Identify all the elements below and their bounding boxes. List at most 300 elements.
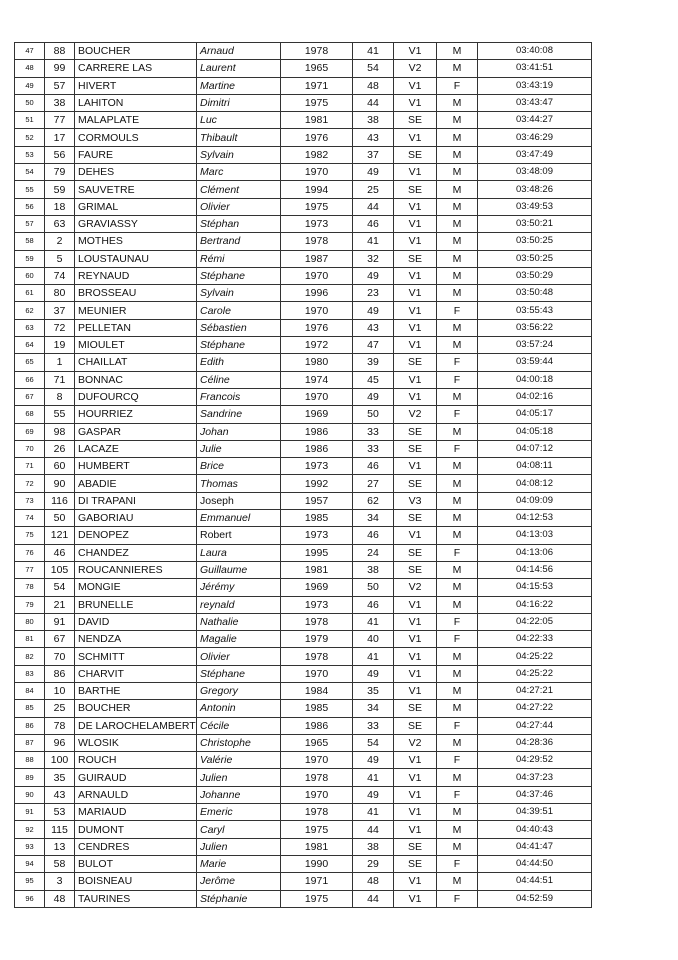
last-name-cell: DUFOURCQ <box>75 388 197 405</box>
birth-year-cell: 1995 <box>281 544 353 561</box>
bib-cell: 25 <box>45 700 75 717</box>
bib-cell: 43 <box>45 786 75 803</box>
time-cell: 04:22:33 <box>478 631 592 648</box>
rank-cell: 95 <box>15 873 45 890</box>
bib-cell: 56 <box>45 146 75 163</box>
time-cell: 03:50:48 <box>478 285 592 302</box>
first-name-cell: Martine <box>197 77 281 94</box>
age-cell: 34 <box>353 700 394 717</box>
rank-cell: 91 <box>15 804 45 821</box>
table-row <box>15 613 592 630</box>
sex-cell: M <box>437 198 478 215</box>
category-cell: SE <box>394 440 437 457</box>
first-name-cell: Johan <box>197 423 281 440</box>
sex-cell: F <box>437 613 478 630</box>
bib-cell: 57 <box>45 77 75 94</box>
rank-cell: 89 <box>15 769 45 786</box>
category-cell: SE <box>394 250 437 267</box>
age-cell: 33 <box>353 440 394 457</box>
rank-cell: 84 <box>15 682 45 699</box>
sex-cell: M <box>437 821 478 838</box>
sex-cell: M <box>437 285 478 302</box>
table-row <box>15 215 592 232</box>
time-cell: 03:57:24 <box>478 337 592 354</box>
last-name-cell: ROUCH <box>75 752 197 769</box>
birth-year-cell: 1972 <box>281 337 353 354</box>
time-cell: 03:46:29 <box>478 129 592 146</box>
birth-year-cell: 1981 <box>281 561 353 578</box>
bib-cell: 80 <box>45 285 75 302</box>
first-name-cell: Arnaud <box>197 43 281 60</box>
sex-cell: M <box>437 94 478 111</box>
rank-cell: 75 <box>15 527 45 544</box>
first-name-cell: Bertrand <box>197 233 281 250</box>
table-row <box>15 682 592 699</box>
bib-cell: 60 <box>45 458 75 475</box>
time-cell: 03:50:29 <box>478 267 592 284</box>
bib-cell: 19 <box>45 337 75 354</box>
category-cell: V1 <box>394 198 437 215</box>
rank-cell: 72 <box>15 475 45 492</box>
time-cell: 04:27:22 <box>478 700 592 717</box>
last-name-cell: MALAPLATE <box>75 112 197 129</box>
category-cell: V1 <box>394 267 437 284</box>
category-cell: V1 <box>394 769 437 786</box>
birth-year-cell: 1980 <box>281 354 353 371</box>
birth-year-cell: 1975 <box>281 890 353 907</box>
time-cell: 03:48:26 <box>478 181 592 198</box>
rank-cell: 80 <box>15 613 45 630</box>
age-cell: 41 <box>353 43 394 60</box>
age-cell: 54 <box>353 60 394 77</box>
last-name-cell: NENDZA <box>75 631 197 648</box>
age-cell: 27 <box>353 475 394 492</box>
table-row <box>15 838 592 855</box>
age-cell: 38 <box>353 561 394 578</box>
sex-cell: M <box>437 769 478 786</box>
category-cell: V1 <box>394 821 437 838</box>
last-name-cell: BRUNELLE <box>75 596 197 613</box>
table-row <box>15 94 592 111</box>
time-cell: 04:00:18 <box>478 371 592 388</box>
sex-cell: M <box>437 60 478 77</box>
bib-cell: 67 <box>45 631 75 648</box>
rank-cell: 58 <box>15 233 45 250</box>
birth-year-cell: 1986 <box>281 423 353 440</box>
rank-cell: 47 <box>15 43 45 60</box>
time-cell: 04:52:59 <box>478 890 592 907</box>
sex-cell: M <box>437 267 478 284</box>
time-cell: 04:44:51 <box>478 873 592 890</box>
results-body <box>15 43 592 908</box>
bib-cell: 74 <box>45 267 75 284</box>
category-cell: V1 <box>394 648 437 665</box>
bib-cell: 121 <box>45 527 75 544</box>
table-row <box>15 337 592 354</box>
bib-cell: 59 <box>45 181 75 198</box>
last-name-cell: BOUCHER <box>75 43 197 60</box>
bib-cell: 58 <box>45 855 75 872</box>
age-cell: 41 <box>353 769 394 786</box>
category-cell: SE <box>394 354 437 371</box>
birth-year-cell: 1970 <box>281 752 353 769</box>
first-name-cell: Jérémy <box>197 579 281 596</box>
time-cell: 04:41:47 <box>478 838 592 855</box>
age-cell: 23 <box>353 285 394 302</box>
category-cell: SE <box>394 544 437 561</box>
sex-cell: M <box>437 319 478 336</box>
time-cell: 03:50:25 <box>478 250 592 267</box>
birth-year-cell: 1973 <box>281 527 353 544</box>
first-name-cell: Stéphanie <box>197 890 281 907</box>
table-row <box>15 164 592 181</box>
table-row <box>15 458 592 475</box>
time-cell: 04:13:06 <box>478 544 592 561</box>
bib-cell: 37 <box>45 302 75 319</box>
last-name-cell: CHARVIT <box>75 665 197 682</box>
sex-cell: M <box>437 804 478 821</box>
table-row <box>15 267 592 284</box>
birth-year-cell: 1978 <box>281 613 353 630</box>
time-cell: 04:44:50 <box>478 855 592 872</box>
time-cell: 04:25:22 <box>478 648 592 665</box>
last-name-cell: BOUCHER <box>75 700 197 717</box>
time-cell: 04:15:53 <box>478 579 592 596</box>
first-name-cell: Sylvain <box>197 146 281 163</box>
first-name-cell: Francois <box>197 388 281 405</box>
last-name-cell: GRIMAL <box>75 198 197 215</box>
first-name-cell: Carole <box>197 302 281 319</box>
first-name-cell: Thomas <box>197 475 281 492</box>
birth-year-cell: 1973 <box>281 215 353 232</box>
sex-cell: M <box>437 648 478 665</box>
last-name-cell: GASPAR <box>75 423 197 440</box>
time-cell: 04:25:22 <box>478 665 592 682</box>
rank-cell: 90 <box>15 786 45 803</box>
sex-cell: M <box>437 682 478 699</box>
birth-year-cell: 1970 <box>281 388 353 405</box>
time-cell: 03:43:47 <box>478 94 592 111</box>
bib-cell: 98 <box>45 423 75 440</box>
first-name-cell: Sylvain <box>197 285 281 302</box>
first-name-cell: Sébastien <box>197 319 281 336</box>
rank-cell: 78 <box>15 579 45 596</box>
sex-cell: M <box>437 215 478 232</box>
time-cell: 04:12:53 <box>478 510 592 527</box>
bib-cell: 100 <box>45 752 75 769</box>
sex-cell: F <box>437 440 478 457</box>
birth-year-cell: 1970 <box>281 665 353 682</box>
last-name-cell: LACAZE <box>75 440 197 457</box>
sex-cell: M <box>437 423 478 440</box>
sex-cell: F <box>437 77 478 94</box>
category-cell: SE <box>394 112 437 129</box>
birth-year-cell: 1971 <box>281 873 353 890</box>
age-cell: 49 <box>353 665 394 682</box>
category-cell: SE <box>394 181 437 198</box>
table-row <box>15 648 592 665</box>
first-name-cell: Olivier <box>197 648 281 665</box>
table-row <box>15 60 592 77</box>
time-cell: 03:44:27 <box>478 112 592 129</box>
age-cell: 41 <box>353 648 394 665</box>
table-row <box>15 388 592 405</box>
time-cell: 04:07:12 <box>478 440 592 457</box>
age-cell: 50 <box>353 579 394 596</box>
age-cell: 49 <box>353 388 394 405</box>
time-cell: 04:16:22 <box>478 596 592 613</box>
bib-cell: 53 <box>45 804 75 821</box>
category-cell: V1 <box>394 665 437 682</box>
rank-cell: 87 <box>15 734 45 751</box>
first-name-cell: Stéphane <box>197 665 281 682</box>
category-cell: V1 <box>394 233 437 250</box>
age-cell: 34 <box>353 510 394 527</box>
time-cell: 04:05:18 <box>478 423 592 440</box>
age-cell: 48 <box>353 77 394 94</box>
sex-cell: M <box>437 873 478 890</box>
sex-cell: F <box>437 786 478 803</box>
sex-cell: F <box>437 717 478 734</box>
age-cell: 33 <box>353 717 394 734</box>
first-name-cell: Nathalie <box>197 613 281 630</box>
last-name-cell: LAHITON <box>75 94 197 111</box>
age-cell: 45 <box>353 371 394 388</box>
age-cell: 44 <box>353 198 394 215</box>
table-row <box>15 112 592 129</box>
last-name-cell: BROSSEAU <box>75 285 197 302</box>
rank-cell: 48 <box>15 60 45 77</box>
time-cell: 03:41:51 <box>478 60 592 77</box>
rank-cell: 86 <box>15 717 45 734</box>
sex-cell: M <box>437 146 478 163</box>
table-row <box>15 579 592 596</box>
birth-year-cell: 1976 <box>281 129 353 146</box>
first-name-cell: Luc <box>197 112 281 129</box>
bib-cell: 63 <box>45 215 75 232</box>
last-name-cell: HUMBERT <box>75 458 197 475</box>
table-row <box>15 406 592 423</box>
sex-cell: M <box>437 838 478 855</box>
age-cell: 24 <box>353 544 394 561</box>
category-cell: V1 <box>394 337 437 354</box>
time-cell: 04:37:23 <box>478 769 592 786</box>
rank-cell: 96 <box>15 890 45 907</box>
bib-cell: 18 <box>45 198 75 215</box>
table-row <box>15 43 592 60</box>
age-cell: 38 <box>353 112 394 129</box>
category-cell: V1 <box>394 94 437 111</box>
rank-cell: 68 <box>15 406 45 423</box>
table-row <box>15 181 592 198</box>
sex-cell: F <box>437 855 478 872</box>
bib-cell: 96 <box>45 734 75 751</box>
rank-cell: 77 <box>15 561 45 578</box>
table-row <box>15 786 592 803</box>
category-cell: V2 <box>394 406 437 423</box>
bib-cell: 48 <box>45 890 75 907</box>
last-name-cell: ARNAULD <box>75 786 197 803</box>
bib-cell: 13 <box>45 838 75 855</box>
table-row <box>15 561 592 578</box>
last-name-cell: DI TRAPANI <box>75 492 197 509</box>
category-cell: V1 <box>394 631 437 648</box>
birth-year-cell: 1970 <box>281 786 353 803</box>
table-row <box>15 804 592 821</box>
rank-cell: 54 <box>15 164 45 181</box>
bib-cell: 10 <box>45 682 75 699</box>
table-row <box>15 855 592 872</box>
last-name-cell: GRAVIASSY <box>75 215 197 232</box>
category-cell: V1 <box>394 319 437 336</box>
first-name-cell: Laurent <box>197 60 281 77</box>
results-table <box>14 42 592 908</box>
age-cell: 49 <box>353 302 394 319</box>
birth-year-cell: 1978 <box>281 804 353 821</box>
age-cell: 47 <box>353 337 394 354</box>
category-cell: V1 <box>394 613 437 630</box>
table-row <box>15 423 592 440</box>
sex-cell: M <box>437 700 478 717</box>
last-name-cell: PELLETAN <box>75 319 197 336</box>
category-cell: SE <box>394 838 437 855</box>
time-cell: 04:40:43 <box>478 821 592 838</box>
birth-year-cell: 1975 <box>281 94 353 111</box>
first-name-cell: Brice <box>197 458 281 475</box>
time-cell: 03:56:22 <box>478 319 592 336</box>
table-row <box>15 527 592 544</box>
rank-cell: 65 <box>15 354 45 371</box>
sex-cell: F <box>437 890 478 907</box>
last-name-cell: CARRERE LAS <box>75 60 197 77</box>
category-cell: SE <box>394 475 437 492</box>
first-name-cell: Cécile <box>197 717 281 734</box>
sex-cell: M <box>437 250 478 267</box>
bib-cell: 1 <box>45 354 75 371</box>
birth-year-cell: 1978 <box>281 769 353 786</box>
first-name-cell: Julie <box>197 440 281 457</box>
bib-cell: 115 <box>45 821 75 838</box>
first-name-cell: Johanne <box>197 786 281 803</box>
sex-cell: M <box>437 579 478 596</box>
category-cell: SE <box>394 146 437 163</box>
bib-cell: 105 <box>45 561 75 578</box>
first-name-cell: Caryl <box>197 821 281 838</box>
rank-cell: 51 <box>15 112 45 129</box>
age-cell: 50 <box>353 406 394 423</box>
category-cell: V1 <box>394 43 437 60</box>
category-cell: V1 <box>394 682 437 699</box>
birth-year-cell: 1992 <box>281 475 353 492</box>
rank-cell: 52 <box>15 129 45 146</box>
table-row <box>15 319 592 336</box>
sex-cell: M <box>437 458 478 475</box>
table-row <box>15 354 592 371</box>
time-cell: 03:48:09 <box>478 164 592 181</box>
first-name-cell: reynald <box>197 596 281 613</box>
last-name-cell: CHAILLAT <box>75 354 197 371</box>
table-row <box>15 285 592 302</box>
category-cell: V1 <box>394 527 437 544</box>
sex-cell: F <box>437 371 478 388</box>
bib-cell: 116 <box>45 492 75 509</box>
category-cell: V1 <box>394 804 437 821</box>
table-row <box>15 233 592 250</box>
bib-cell: 78 <box>45 717 75 734</box>
last-name-cell: REYNAUD <box>75 267 197 284</box>
rank-cell: 73 <box>15 492 45 509</box>
age-cell: 38 <box>353 838 394 855</box>
last-name-cell: MEUNIER <box>75 302 197 319</box>
age-cell: 41 <box>353 804 394 821</box>
birth-year-cell: 1986 <box>281 440 353 457</box>
birth-year-cell: 1986 <box>281 717 353 734</box>
rank-cell: 60 <box>15 267 45 284</box>
bib-cell: 17 <box>45 129 75 146</box>
age-cell: 32 <box>353 250 394 267</box>
category-cell: V1 <box>394 388 437 405</box>
sex-cell: F <box>437 631 478 648</box>
bib-cell: 46 <box>45 544 75 561</box>
bib-cell: 26 <box>45 440 75 457</box>
category-cell: V1 <box>394 890 437 907</box>
bib-cell: 2 <box>45 233 75 250</box>
time-cell: 03:40:08 <box>478 43 592 60</box>
age-cell: 46 <box>353 527 394 544</box>
first-name-cell: Christophe <box>197 734 281 751</box>
rank-cell: 88 <box>15 752 45 769</box>
table-row <box>15 873 592 890</box>
table-row <box>15 734 592 751</box>
birth-year-cell: 1957 <box>281 492 353 509</box>
last-name-cell: SCHMITT <box>75 648 197 665</box>
sex-cell: F <box>437 302 478 319</box>
time-cell: 04:29:52 <box>478 752 592 769</box>
bib-cell: 77 <box>45 112 75 129</box>
table-row <box>15 665 592 682</box>
category-cell: V2 <box>394 734 437 751</box>
category-cell: V1 <box>394 129 437 146</box>
table-row <box>15 631 592 648</box>
age-cell: 43 <box>353 319 394 336</box>
rank-cell: 70 <box>15 440 45 457</box>
last-name-cell: MIOULET <box>75 337 197 354</box>
first-name-cell: Olivier <box>197 198 281 215</box>
birth-year-cell: 1965 <box>281 60 353 77</box>
time-cell: 03:50:25 <box>478 233 592 250</box>
birth-year-cell: 1970 <box>281 164 353 181</box>
birth-year-cell: 1987 <box>281 250 353 267</box>
table-row <box>15 250 592 267</box>
first-name-cell: Julien <box>197 838 281 855</box>
last-name-cell: MONGIE <box>75 579 197 596</box>
category-cell: V1 <box>394 371 437 388</box>
table-row <box>15 492 592 509</box>
time-cell: 03:50:21 <box>478 215 592 232</box>
birth-year-cell: 1971 <box>281 77 353 94</box>
rank-cell: 64 <box>15 337 45 354</box>
last-name-cell: ROUCANNIERES <box>75 561 197 578</box>
last-name-cell: HOURRIEZ <box>75 406 197 423</box>
birth-year-cell: 1976 <box>281 319 353 336</box>
birth-year-cell: 1965 <box>281 734 353 751</box>
first-name-cell: Stéphane <box>197 267 281 284</box>
birth-year-cell: 1982 <box>281 146 353 163</box>
rank-cell: 71 <box>15 458 45 475</box>
last-name-cell: DUMONT <box>75 821 197 838</box>
age-cell: 49 <box>353 267 394 284</box>
table-row <box>15 700 592 717</box>
